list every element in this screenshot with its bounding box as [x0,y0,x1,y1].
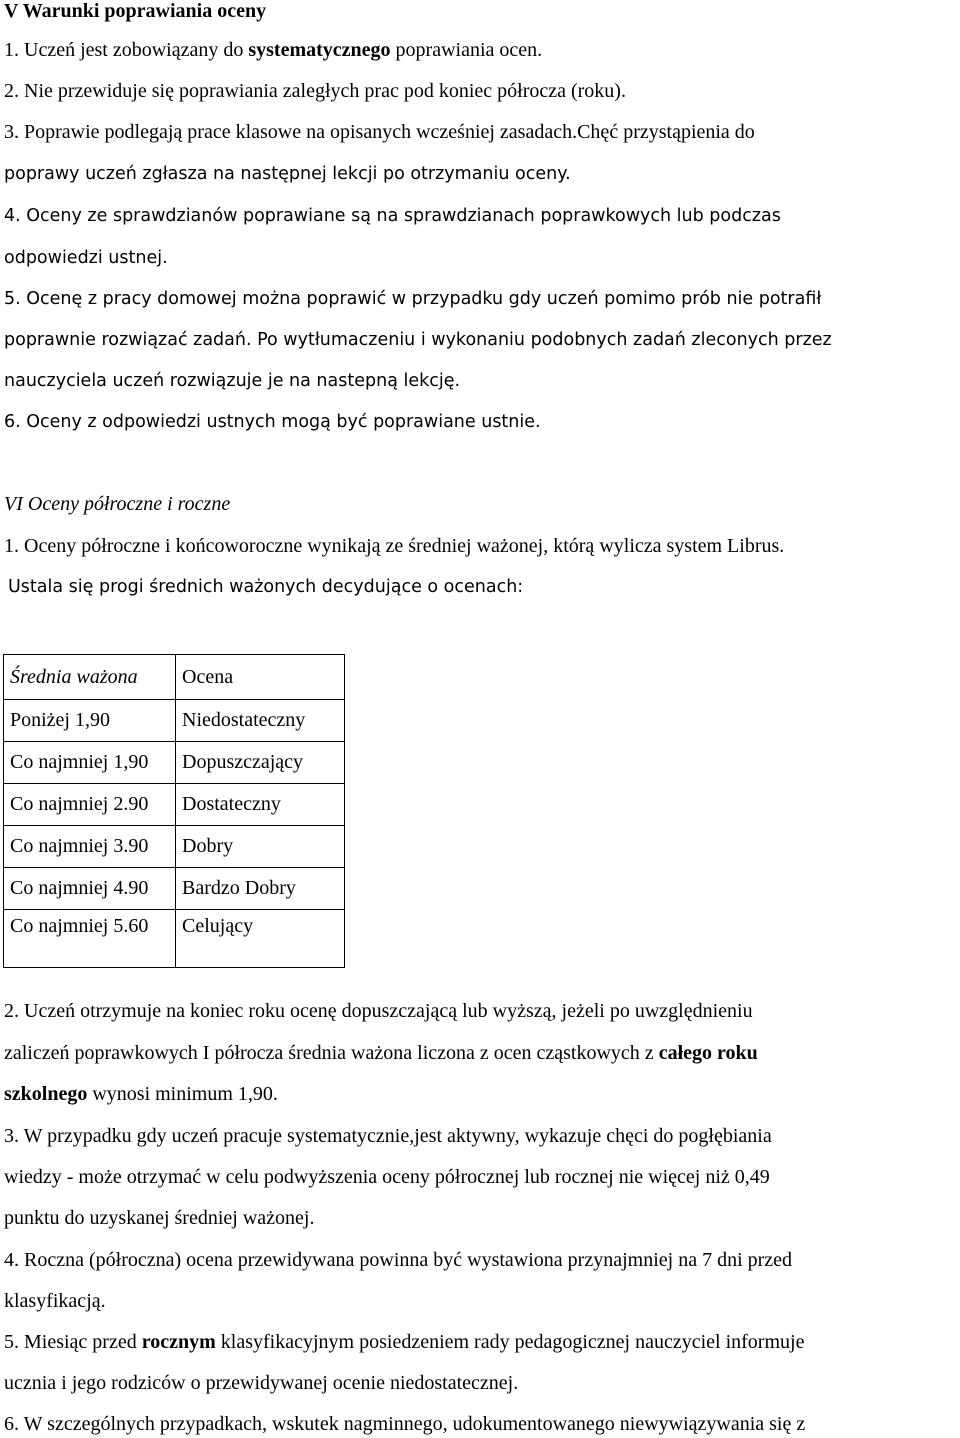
s5-item-3-line-2: poprawy uczeń zgłasza na następnej lekcji po otrzymaniu oceny. [4,164,571,184]
table-row [4,910,345,968]
section-6-heading: VI Oceny półroczne i roczne [4,493,231,515]
s5-item-1-bold: systematycznego [248,39,391,61]
s6-item-2-line-3: szkolnego wynosi minimum 1,90. [4,1083,278,1105]
s6-item-3-line-2: wiedzy - może otrzymać w celu podwyższenia oceny półrocznej lub rocznej nie więcej niż 0,49 [4,1166,770,1188]
s5-item-2: 2. Nie przewiduje się poprawiania zaległych prac pod koniec półrocza (roku). [4,80,626,102]
s6-item-2-line-1: 2. Uczeń otrzymuje na koniec roku ocenę dopuszczającą lub wyższą, jeżeli po uwzględnieniu [4,1000,753,1022]
s6-item-2-bold: całego roku [658,1042,758,1064]
s6-item-5-line-2: ucznia i jego rodziców o przewidywanej ocenie niedostatecznej. [4,1372,519,1394]
table-cell: Niedostateczny [176,700,345,742]
s5-item-4-line-1: 4. Oceny ze sprawdzianów poprawiane są na sprawdzianach poprawkowych lub podczas [4,206,781,226]
s5-item-5-line-3: nauczyciela uczeń rozwiązuje je na nastepną lekcję. [4,371,461,391]
table-cell: Celujący [176,910,345,968]
table-cell: Bardzo Dobry [176,868,345,910]
s5-item-3-line-1: 3. Poprawie podlegają prace klasowe na opisanych wcześniej zasadach.Chęć przystąpienia do [4,121,755,143]
table-cell: Dobry [176,826,345,868]
s6-item-2-bold-2: szkolnego [4,1083,88,1105]
s5-item-1: 1. Uczeń jest zobowiązany do systematycznego poprawiania ocen. [4,39,543,61]
table-row [4,700,345,742]
table-row [4,742,345,784]
s6-item-6-line-1: 6. W szczególnych przypadkach, wskutek nagminnego, udokumentowanego niewywiązywania się z [4,1413,806,1435]
s6-item-2-line-2: zaliczeń poprawkowych I półrocza średnia ważona liczona z ocen cząstkowych z całego roku [4,1042,758,1064]
s6-item-5-line-1: 5. Miesiąc przed rocznym klasyfikacyjnym posiedzeniem rady pedagogicznej nauczyciel informuje [4,1331,805,1353]
s5-item-5-line-2: poprawnie rozwiązać zadań. Po wytłumaczeniu i wykonaniu podobnych zadań zleconych przez [4,330,832,350]
s5-item-6: 6. Oceny z odpowiedzi ustnych mogą być poprawiane ustnie. [4,412,541,432]
table-cell: Dostateczny [176,784,345,826]
s5-item-5-line-1: 5. Ocenę z pracy domowej można poprawić w przypadku gdy uczeń pomimo prób nie potrafił [4,289,822,309]
table-cell: Co najmniej 1,90 [4,742,176,784]
table-row [4,868,345,910]
s6-item-1: 1. Oceny półroczne i końcoworoczne wynikają ze średniej ważonej, którą wylicza system Librus. [4,535,785,557]
table-cell: Co najmniej 3.90 [4,826,176,868]
table-cell: Co najmniej 4.90 [4,868,176,910]
s6-item-3-line-3: punktu do uzyskanej średniej ważonej. [4,1207,315,1229]
table-row [4,784,345,826]
table-header-row [4,655,345,700]
s5-item-4-line-2: odpowiedzi ustnej. [4,248,168,268]
table-header-cell: Średnia ważona [4,655,176,700]
s6-item-3-line-1: 3. W przypadku gdy uczeń pracuje systematycznie,jest aktywny, wykazuje chęci do pogłębiania [4,1125,772,1147]
grade-thresholds-table [3,654,345,968]
table-cell: Co najmniej 5.60 [4,910,176,968]
s6-item-4-line-2: klasyfikacją. [4,1290,106,1312]
s6-thresholds-intro: Ustala się progi średnich ważonych decydujące o ocenach: [8,577,524,597]
table-header-cell: Ocena [176,655,345,700]
table-row [4,826,345,868]
section-5-heading: V Warunki poprawiania oceny [4,0,267,22]
table-cell: Dopuszczający [176,742,345,784]
s6-item-4-line-1: 4. Roczna (półroczna) ocena przewidywana powinna być wystawiona przynajmniej na 7 dni przed [4,1249,793,1271]
table-cell: Poniżej 1,90 [4,700,176,742]
table-cell: Co najmniej 2.90 [4,784,176,826]
s6-item-5-bold: rocznym [141,1331,216,1353]
